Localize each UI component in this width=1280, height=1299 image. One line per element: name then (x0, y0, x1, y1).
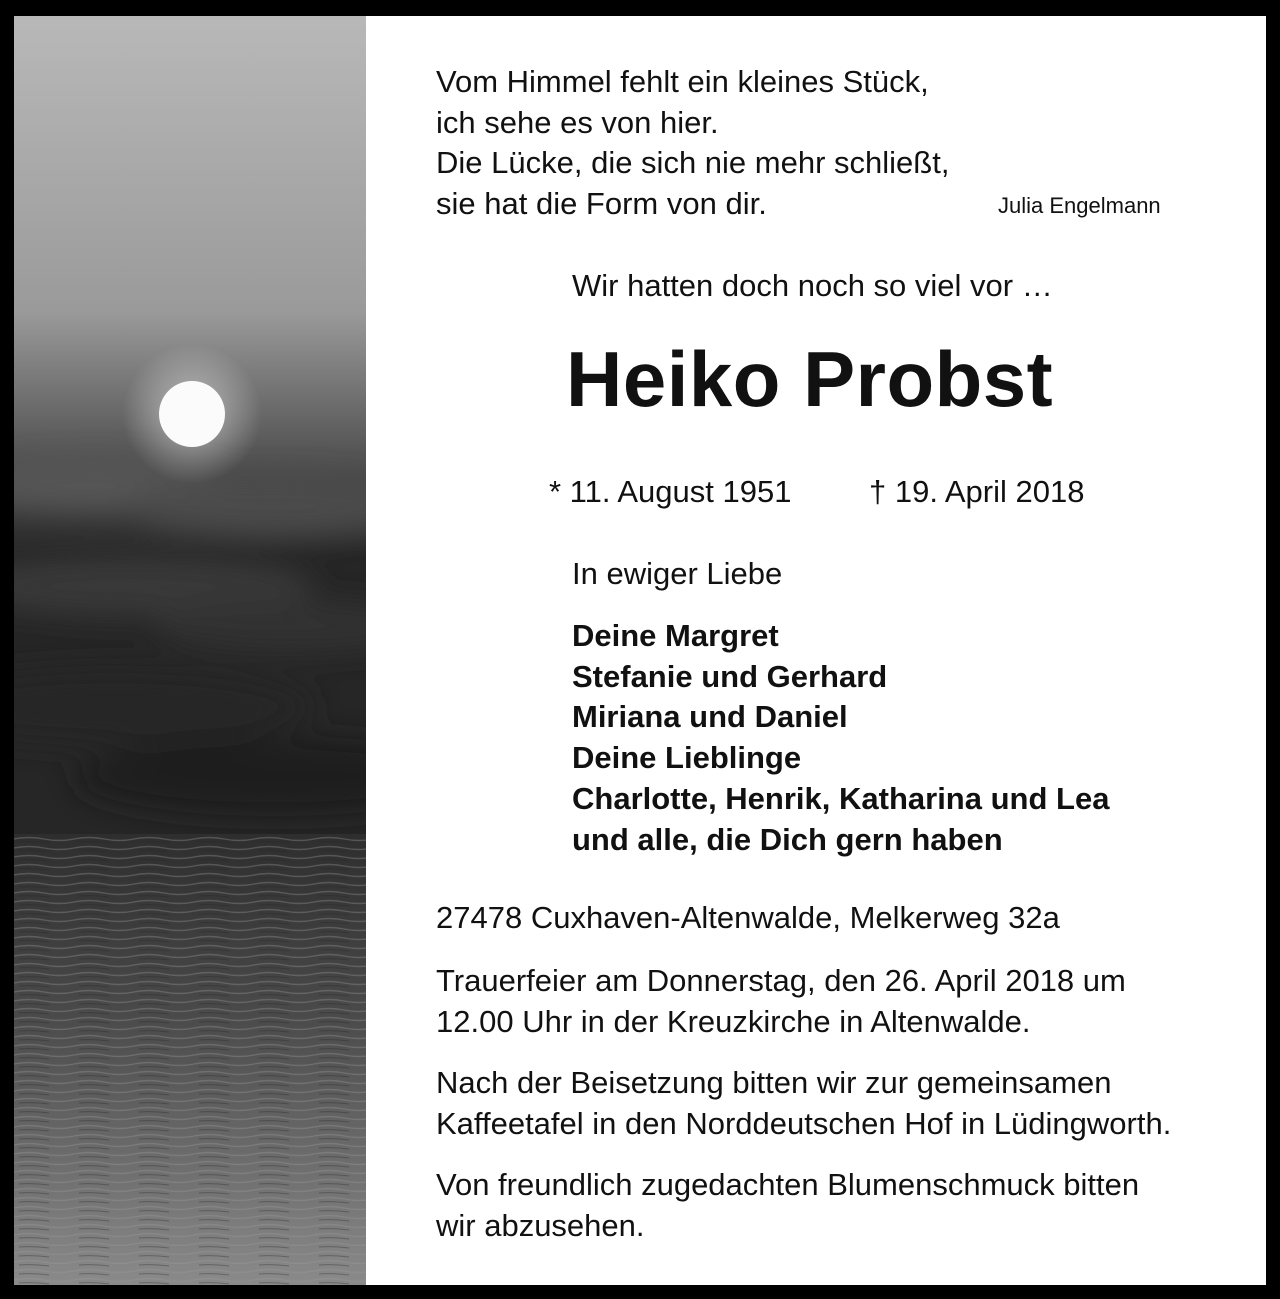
poem-line: sie hat die Form von dir. (436, 185, 767, 221)
text-column (366, 16, 1266, 1285)
family-line: Miriana und Daniel (572, 699, 848, 735)
family-line: Stefanie und Gerhard (572, 658, 888, 694)
funeral-line: 12.00 Uhr in der Kreuzkirche in Altenwalde. (436, 1004, 1031, 1039)
poem-author: Julia Engelmann (998, 193, 1161, 218)
poem-line: Vom Himmel fehlt ein kleines Stück, (436, 64, 929, 99)
poem-line: Die Lücke, die sich nie mehr schließt, (436, 145, 950, 180)
funeral-line: Trauerfeier am Donnerstag, den 26. April 2018 um (436, 963, 1126, 998)
death-date: † 19. April 2018 (869, 474, 1085, 509)
flowers-line: wir abzusehen. (436, 1208, 645, 1243)
address: 27478 Cuxhaven-Altenwalde, Melkerweg 32a (436, 900, 1060, 935)
family-line: und alle, die Dich gern haben (572, 821, 1003, 857)
flowers-info (436, 1164, 1139, 1246)
funeral-info (436, 960, 1126, 1042)
family-line: Deine Lieblinge (572, 740, 802, 776)
flowers-line: Von freundlich zugedachten Blumenschmuck bitten (436, 1167, 1140, 1202)
intro-text: Wir hatten doch noch so viel vor … (572, 268, 1053, 303)
birth-date: * 11. August 1951 (549, 474, 792, 509)
poem-line: ich sehe es von hier. (436, 104, 719, 140)
sunset-sea-photo (14, 16, 366, 1285)
in-love-text: In ewiger Liebe (572, 556, 783, 591)
family-line: Deine Margret (572, 618, 779, 653)
coffee-line: Kaffeetafel in den Norddeutschen Hof in Lüdingworth. (436, 1106, 1172, 1141)
coffee-line: Nach der Beisetzung bitten wir zur gemeinsamen (436, 1065, 1112, 1100)
coffee-info (436, 1062, 1171, 1144)
deceased-name: Heiko Probst (566, 335, 1054, 423)
obituary-card (14, 16, 1266, 1285)
poem (436, 62, 949, 224)
family-line: Charlotte, Henrik, Katharina und Lea (572, 780, 1110, 816)
family-list (572, 616, 1109, 860)
